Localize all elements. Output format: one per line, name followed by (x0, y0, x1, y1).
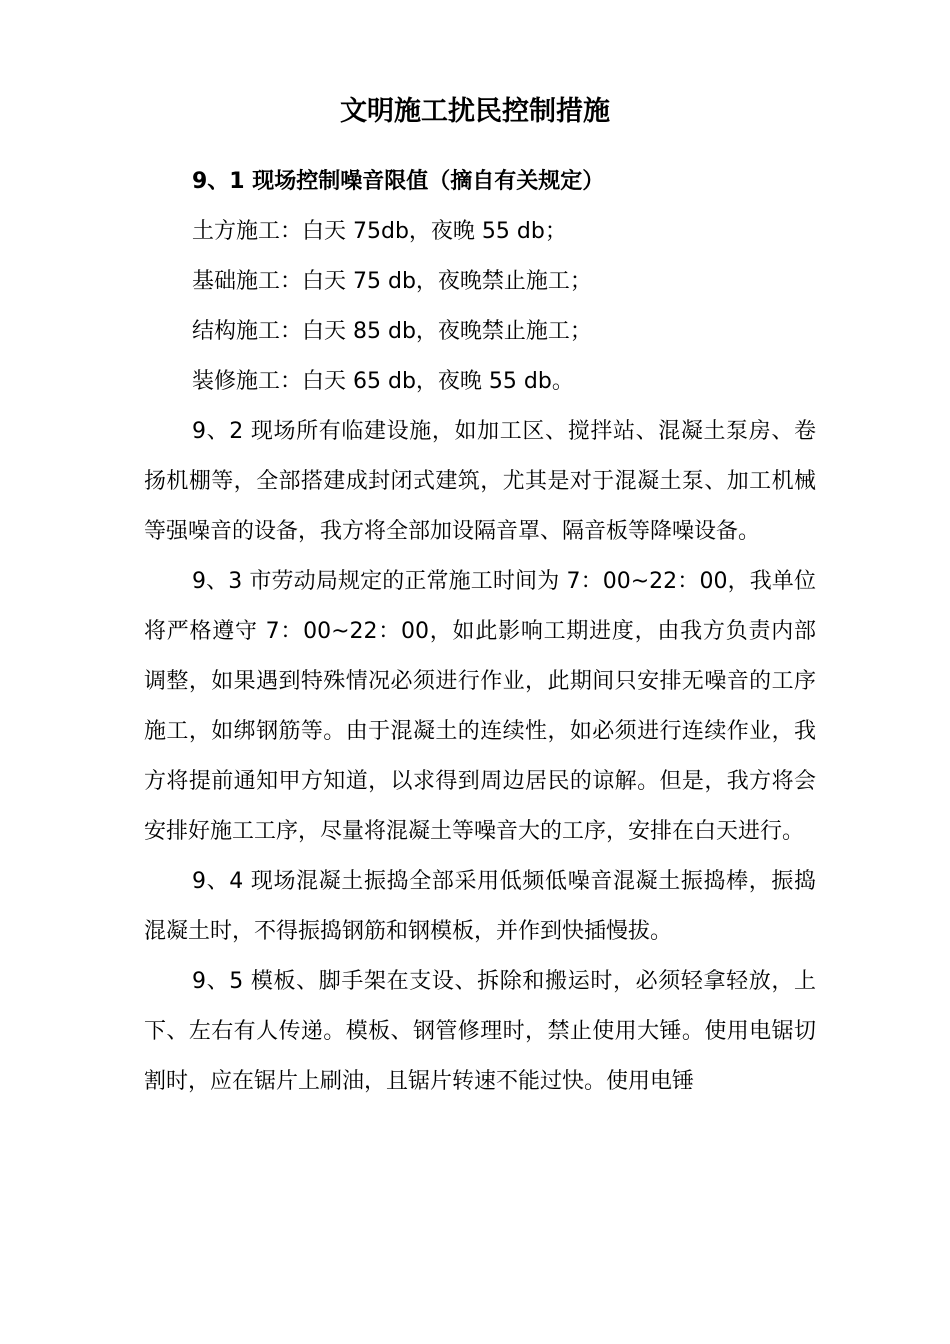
document-title: 文明施工扰民控制措施 (340, 96, 610, 127)
noise-limit-earthwork: 土方施工：白天 75db，夜晚 55 db； (192, 219, 567, 244)
paragraph-9-2: 9、2 现场所有临建设施，如加工区、搅拌站、混凝土泵房、卷扬机棚等，全部搭建成封闭式建筑，尤其是对于混凝土泵、加工机械等强噪音的设备，我方将全部加设隔音罩、隔音板等降噪设备。 (144, 419, 816, 544)
paragraph-9-4: 9、4 现场混凝土振捣全部采用低频低噪音混凝土振捣棒，振捣混凝土时，不得振捣钢筋和钢模板，并作到快插慢拔。 (144, 869, 816, 944)
noise-limit-foundation: 基础施工：白天 75 db，夜晚禁止施工； (192, 269, 592, 294)
section-heading: 9、1 现场控制噪音限值（摘自有关规定） (192, 169, 605, 194)
paragraph-9-5: 9、5 模板、脚手架在支设、拆除和搬运时，必须轻拿轻放，上下、左右有人传递。模板、钢管修理时，禁止使用大锤。使用电锯切割时，应在锯片上刷油，且锯片转速不能过快。使用电锤 (144, 969, 816, 1094)
noise-limit-structure: 结构施工：白天 85 db，夜晚禁止施工； (192, 319, 592, 344)
noise-limit-decoration: 装修施工：白天 65 db，夜晚 55 db。 (192, 369, 574, 394)
document-body (144, 157, 816, 1107)
paragraph-9-3: 9、3 市劳动局规定的正常施工时间为 7：00~22：00，我单位将严格遵守 7：00~22：00，如此影响工期进度，由我方负责内部调整，如果遇到特殊情况必须进行作业，此期间只安排无噪音的工序施工，如绑钢筋等。由于混凝土的连续性，如必须进行连续作业，我方将提前通知甲方知道，以求得到周边居民的谅解。但是，我方将会安排好施工工序，尽量将混凝土等噪音大的工序，安排在白天进行。 (144, 569, 816, 844)
